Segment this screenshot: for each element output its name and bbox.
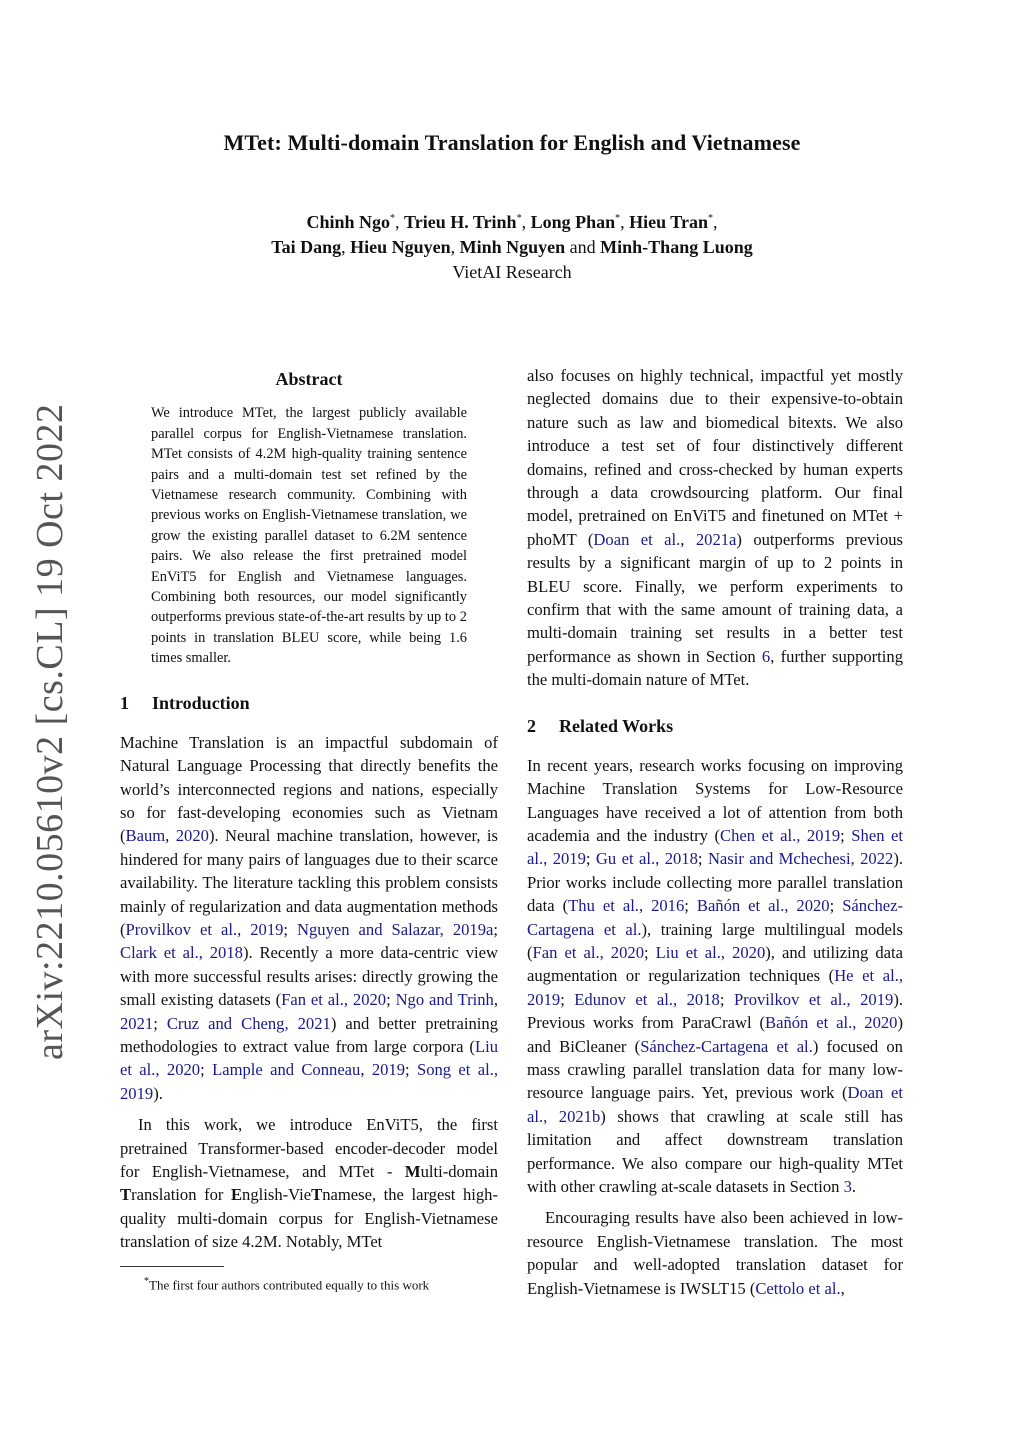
intro-paragraph-2 (120, 1113, 498, 1253)
text-run: ) and BiCleaner ( (527, 1013, 903, 1056)
text-run: , (680, 529, 696, 549)
citation-link[interactable]: Fan et al., 2020 (532, 942, 644, 962)
text-run: ), training large multilingual models ( (527, 919, 903, 962)
text-run: ; (560, 989, 575, 1009)
section-title: Related Works (559, 715, 674, 736)
author-name: Minh Nguyen (459, 237, 566, 257)
citation-link[interactable]: Clark et al., 2018 (120, 943, 243, 963)
citation-link[interactable]: Fan et al., 2020 (281, 990, 387, 1010)
author-star: * (516, 213, 522, 224)
citation-link[interactable]: Gu et al., 2018 (595, 849, 698, 869)
text-run: In recent years, research works focusing on improving Machine Translation Systems for Low-Resource Languages have received a lot of attention from both academia and the industry ( (527, 755, 903, 845)
text-run: , (360, 1060, 372, 1080)
text-run: ; (829, 896, 843, 916)
text-run: ; (153, 1013, 167, 1033)
citation-link[interactable]: Doan et al., 2021b (527, 1083, 903, 1126)
citation-link[interactable]: Bañón et al., 2020 (696, 896, 830, 916)
section-heading-introduction (120, 691, 498, 715)
text-run: ; (386, 990, 396, 1010)
citation-link[interactable]: Thu et al., 2016 (568, 896, 685, 916)
text-run: ), and utilizing data augmentation or regularization techniques ( (527, 942, 903, 986)
text-run: ; (644, 942, 656, 962)
citation-link[interactable]: Liu et al., 2020 (120, 1036, 498, 1080)
text-run: ranslation for (131, 1185, 231, 1205)
citation-link[interactable]: Song et al., 2019 (120, 1060, 499, 1103)
text-run: ulti-domain (420, 1162, 498, 1181)
text-run: ). Recently a more data-centric view with more successful results arises: directly growing the small existing datasets ( (120, 943, 498, 1010)
citation-link[interactable]: Chen et al., 2019 (720, 825, 841, 845)
acronym-letter: T (120, 1185, 132, 1205)
related-paragraph-2 (527, 1206, 903, 1300)
author-star: * (707, 213, 713, 224)
text-run: ). Neural machine translation, however, is hindered for many pairs of languages due to their scarce availability. The literature tackling this problem consists mainly of regularization and data augmentation methods ( (120, 826, 498, 939)
text-run: ) shows that crawling at scale still has limitation and affect downstream translation performance. We also compare our high-quality MTet with other crawling at-scale datasets in Section (527, 1106, 904, 1196)
text-run: ). (153, 1083, 163, 1103)
text-run: , (165, 826, 176, 846)
text-run: ). Prior works include collecting more parallel translation data ( (527, 849, 903, 916)
related-paragraph-1 (527, 754, 903, 1199)
citation-link[interactable]: Lample and Conneau (212, 1060, 361, 1080)
citation-link[interactable]: Shen et al., 2019 (527, 825, 904, 869)
author-and: and (569, 237, 596, 257)
paper-title: MTet: Multi-domain Translation for English and Vietnamese (223, 130, 801, 155)
footnote-text: The first four authors contributed equally to this work (149, 1276, 430, 1292)
text-run: Encouraging results have also been achieved in low-resource English-Vietnamese translation. The most popular and well-adopted translation dataset for English-Vietnamese is IWSLT15 ( (527, 1208, 903, 1298)
text-run: ) focused on mass crawling parallel translation data for many low-resource language pairs. Yet, previous work ( (527, 1036, 903, 1103)
citation-link[interactable]: 2021a (695, 529, 737, 549)
author-name: Minh-Thang Luong (600, 237, 753, 257)
citation-link[interactable]: Cettolo et al. (755, 1278, 841, 1298)
arxiv-side-stamp: arXiv:2210.05610v2 [cs.CL] 19 Oct 2022 (29, 403, 71, 1060)
right-column (527, 364, 903, 1300)
citation-link[interactable]: Nguyen and Salazar, 2019a (297, 919, 494, 939)
text-run: nglish-Vie (242, 1185, 312, 1205)
text-run: . (851, 1177, 857, 1196)
footnote (120, 1273, 498, 1293)
citation-link[interactable]: Provilkov et al., 2019 (125, 919, 284, 939)
citation-link[interactable]: 2019 (371, 1060, 406, 1080)
left-column (120, 364, 498, 1293)
citation-link[interactable]: Baum (125, 826, 166, 846)
citation-link[interactable]: Nasir and Mchechesi, 2022 (707, 849, 894, 869)
text-run: namese, the largest high-quality multi-domain corpus for English-Vietnamese translation of size 4.2M. Notably, MTet (120, 1185, 498, 1252)
text-run: ; (697, 849, 708, 869)
text-run: In this work, we introduce EnViT5, the first pretrained Transformer-based encoder-decoder model for English-Vietnamese, and MTet - (120, 1115, 498, 1181)
text-run: ; (283, 919, 298, 939)
intro-paragraph-1 (120, 731, 498, 1106)
citation-link[interactable]: Edunov et al., 2018 (574, 989, 720, 1009)
text-run: ) outperforms previous results by a significant margin of up to 2 points in BLEU score. Finally, we perform experiments to confirm that with the same amount of training data, a multi-domain training set results in a better test performance as shown in Section (527, 529, 904, 666)
abstract-text: We introduce MTet, the largest publicly available parallel corpus for English-Vietnamese translation. MTet consists of 4.2M high-quality training sentence pairs and a multi-domain test set refined by the Vietnamese research community. Combining with previous works on English-Vietnamese translation, we grow the existing parallel dataset to 6.2M sentence pairs. We also release the first pretrained model EnViT5 for English and Vietnamese languages. Combining both resources, our model significantly outperforms previous state-of-the-art results by up to 2 points in translation BLEU score, while being 1.6 times smaller. (151, 405, 467, 667)
citation-link[interactable]: Provilkov et al., 2019 (733, 989, 894, 1009)
text-run: ; (840, 825, 852, 845)
author-line-2: Tai Dang, Hieu Nguyen, Minh Nguyen and Minh-Thang Luong (271, 237, 753, 257)
intro-paragraph-3 (527, 364, 903, 692)
citation-link[interactable]: 2021 (120, 1013, 154, 1033)
text-run: ; (719, 989, 734, 1009)
section-number: 2 (527, 715, 536, 736)
text-run: , further supporting the multi-domain nature of MTet. (527, 646, 903, 690)
text-run: , (493, 990, 498, 1010)
citation-link[interactable]: Liu et al., 2020 (655, 942, 766, 962)
text-run: ) and better pretraining methodologies to extract value from large corpora ( (120, 1013, 498, 1056)
citation-link[interactable]: Sánchez-Cartagena et al. (640, 1036, 813, 1056)
section-ref-link[interactable]: 3 (843, 1177, 852, 1196)
section-number: 1 (120, 692, 129, 713)
section-ref-link[interactable]: 6 (761, 646, 771, 666)
author-block (120, 206, 904, 285)
text-run: ). Previous works from ParaCrawl ( (527, 989, 903, 1033)
text-run: ; (493, 919, 498, 939)
author-name: Hieu Nguyen (350, 237, 451, 257)
section-heading-related-works (527, 714, 903, 738)
citation-link[interactable]: Cruz and Cheng, 2021 (166, 1013, 331, 1033)
abstract-heading: Abstract (275, 369, 343, 389)
citation-link[interactable]: 2020 (175, 826, 209, 846)
footnote-divider (120, 1266, 224, 1267)
author-name: Chinh Ngo (306, 212, 391, 232)
author-name: Hieu Tran (629, 212, 708, 232)
acronym-letter: E (230, 1185, 243, 1205)
author-name: Trieu H. Trinh (404, 212, 517, 232)
citation-link[interactable]: Doan et al. (593, 529, 681, 549)
text-run: also focuses on highly technical, impactful yet mostly neglected domains due to their expensive-to-obtain nature such as law and biomedical bitexts. We also introduce a test set of four distinctively different domains, refined and cross-checked by human experts through a data crowdsourcing platform. Our final model, pretrained on EnViT5 and finetuned on MTet + phoMT ( (527, 366, 903, 549)
author-star: * (390, 213, 396, 224)
text-run: , (840, 1278, 845, 1298)
acronym-letter: T (311, 1185, 323, 1205)
citation-link[interactable]: Bañón et al., 2020 (765, 1013, 898, 1033)
author-star: * (615, 213, 621, 224)
footnote-star: * (144, 1275, 149, 1287)
section-title: Introduction (152, 692, 250, 713)
text-run: ; (585, 849, 596, 869)
author-name: Tai Dang (271, 237, 342, 257)
text-run: ; (405, 1060, 417, 1080)
author-name: Long Phan (530, 212, 616, 232)
author-line-1: Chinh Ngo*, Trieu H. Trinh*, Long Phan*, Hieu Tran*, (306, 212, 718, 232)
citation-link[interactable]: He et al., 2019 (527, 966, 903, 1009)
text-run: Machine Translation is an impactful subdomain of Natural Language Processing that directly benefits the world’s interconnected regions and nations, especially so for fast-developing economies such as Vietnam ( (120, 732, 498, 846)
text-run: ; (684, 896, 697, 916)
citation-link[interactable]: Ngo and Trinh (395, 990, 494, 1010)
affiliation: VietAI Research (452, 262, 572, 282)
citation-link[interactable]: Sánchez-Cartagena et al. (527, 896, 903, 939)
text-run: ; (200, 1060, 213, 1080)
acronym-letter: M (404, 1162, 421, 1181)
